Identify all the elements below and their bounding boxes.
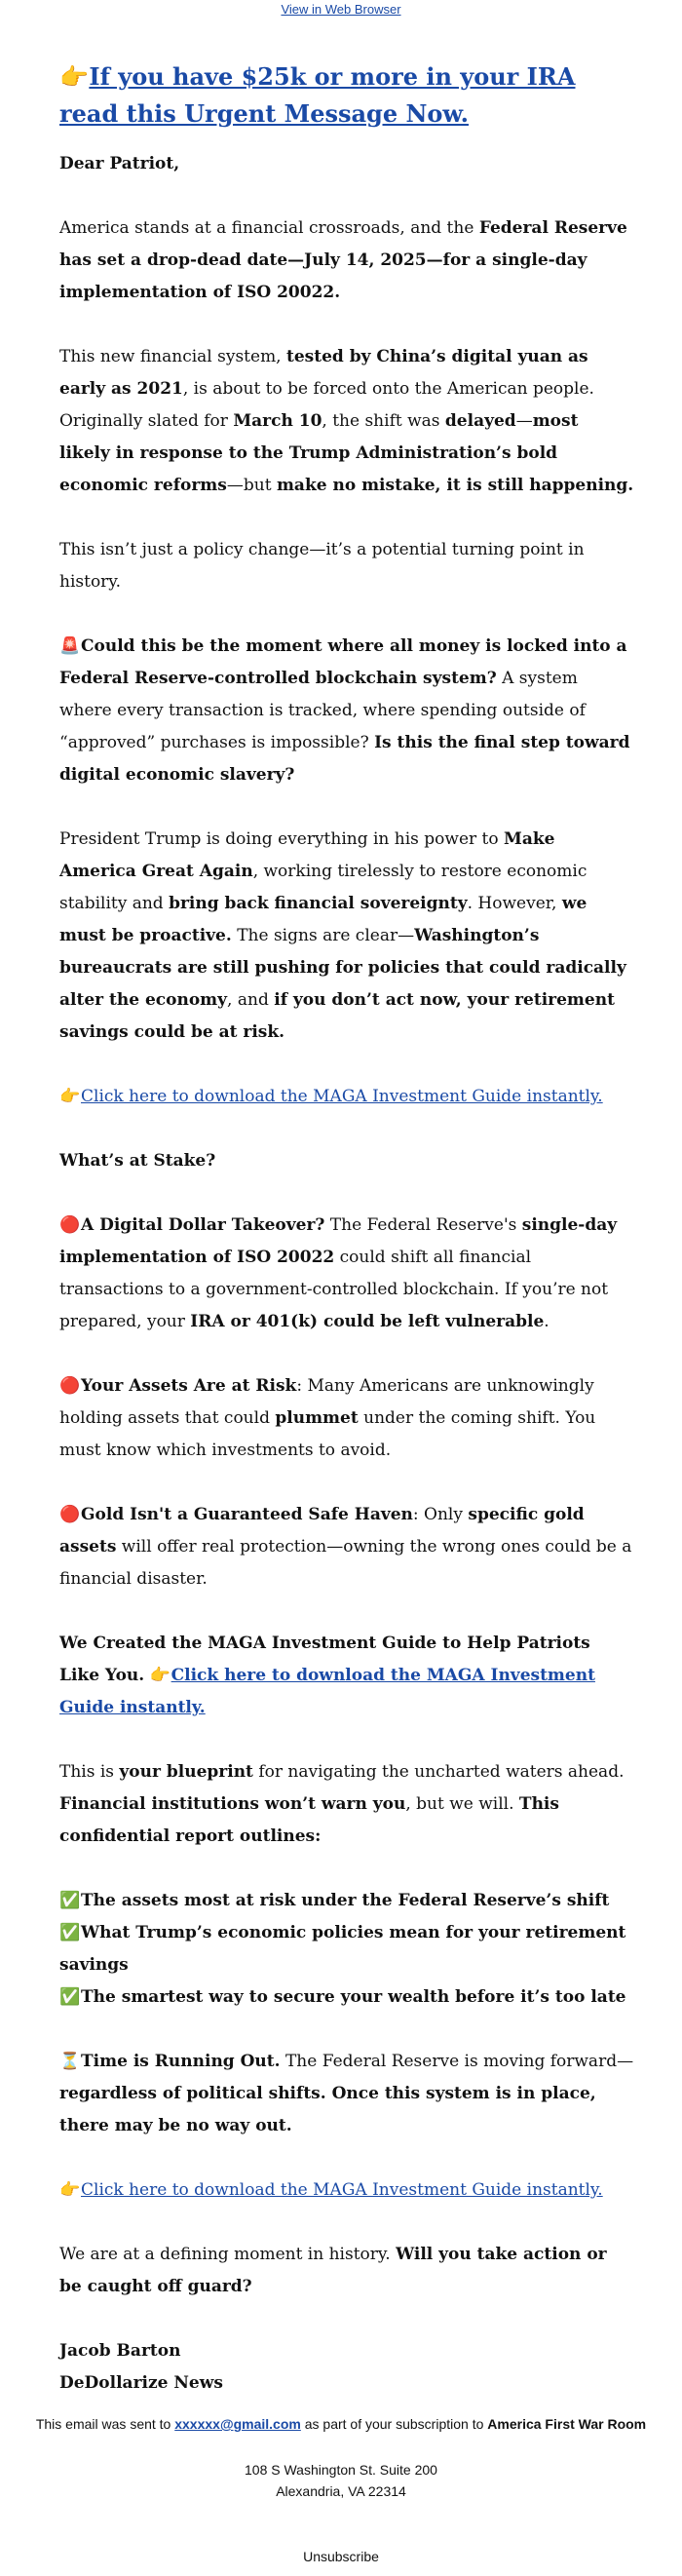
unsubscribe-link[interactable]: Unsubscribe — [303, 2549, 379, 2564]
red-circle-icon: 🔴 — [59, 1376, 81, 1396]
check-mark-icon: ✅ — [59, 1987, 81, 2007]
check-mark-icon: ✅ — [59, 1923, 81, 1942]
siren-icon: 🚨 — [59, 636, 81, 656]
email-body — [59, 58, 634, 2400]
pointing-hand-icon: 👉 — [59, 62, 89, 91]
pointing-hand-icon: 👉 — [59, 1087, 81, 1106]
download-guide-link[interactable]: Click here to download the MAGA Investment Guide instantly. — [81, 1087, 603, 1106]
headline — [59, 58, 634, 133]
stake-item-assets: 🔴Your Assets Are at Risk: Many Americans are unknowingly holding assets that could plummet under the coming shift. You must know which investments to avoid. — [59, 1370, 634, 1467]
red-circle-icon: 🔴 — [59, 1505, 81, 1524]
top-bar — [0, 0, 682, 23]
checklist-item: ✅The smartest way to secure your wealth before it’s too late — [59, 1981, 634, 2014]
cta-line-1 — [59, 1081, 634, 1113]
recipient-email-link[interactable]: xxxxxx@gmail.com — [174, 2416, 301, 2432]
pointing-hand-icon: 👉 — [149, 1666, 170, 1685]
paragraph-turning-point: This isn’t just a policy change—it’s a potential turning point in history. — [59, 540, 585, 592]
paragraph-blockchain: 🚨Could this be the moment where all money is locked into a Federal Reserve-controlled blockchain system? A system where every transaction is tracked, where spending outside of “approved” purchases is impossible? Is this the final step toward digital economic slavery? — [59, 631, 634, 791]
blueprint-paragraph: This is your blueprint for navigating the uncharted waters ahead. Financial institutions won’t warn you, but we will. This confidential report outlines: — [59, 1762, 625, 1846]
checklist-item: ✅What Trump’s economic policies mean for your retirement savings — [59, 1917, 634, 1981]
checklist-item: ✅The assets most at risk under the Federal Reserve’s shift — [59, 1885, 634, 1917]
address-line-2: Alexandria, VA 22314 — [276, 2483, 406, 2499]
paragraph-trump: President Trump is doing everything in his power to Make America Great Again, working tirelessly to restore economic stability and bring back financial sovereignty. However, we must be proactive. The signs are clear—Washington’s bureaucrats are still pushing for policies that could radically alter the economy, and if you don’t act now, your retirement savings could be at risk. — [59, 829, 626, 1042]
closing-paragraph: We are at a defining moment in history. Will you take action or be caught off guard? — [59, 2245, 607, 2296]
checklist — [59, 1885, 634, 2014]
download-guide-link[interactable]: Click here to download the MAGA Investment Guide instantly. — [81, 2180, 603, 2200]
footer-unsubscribe — [0, 2549, 682, 2564]
stake-item-gold: 🔴Gold Isn't a Guaranteed Safe Haven: Only specific gold assets will offer real protection—owning the wrong ones could be a financial disaster. — [59, 1499, 634, 1596]
greeting: Dear Patriot, — [59, 154, 180, 173]
stake-item-digital-dollar: 🔴A Digital Dollar Takeover? The Federal Reserve's single-day implementation of ISO 20022 could shift all financial transactions to a government-controlled blockchain. If you’re not prepared, your IRA or 401(k) could be left vulnerable. — [59, 1210, 634, 1338]
time-paragraph: ⏳Time is Running Out. The Federal Reserve is moving forward—regardless of political shifts. Once this system is in place, there may be no way out. — [59, 2046, 634, 2142]
footer-subscription: This email was sent to xxxxxx@gmail.com as part of your subscription to America First War Room — [35, 2416, 647, 2432]
view-in-browser-link[interactable]: View in Web Browser — [281, 2, 401, 17]
address-line-1: 108 S Washington St. Suite 200 — [245, 2462, 437, 2478]
red-circle-icon: 🔴 — [59, 1215, 81, 1235]
stake-heading: What’s at Stake? — [59, 1151, 216, 1171]
cta-line-2 — [59, 2174, 634, 2207]
download-guide-link-bold[interactable]: Click here to download the MAGA Investment Guide instantly. — [59, 1666, 595, 1717]
paragraph-system: This new financial system, tested by China’s digital yuan as early as 2021, is about to be forced onto the American people. Originally slated for March 10, the shift was delayed—most likely in response to the Trump Administration’s bold economic reforms—but make no mistake, it is still happening. — [59, 347, 634, 495]
signature-name: Jacob Barton — [59, 2341, 181, 2361]
headline-link[interactable]: If you have $25k or more in your IRA read this Urgent Message Now. — [59, 62, 576, 128]
signature-org: DeDollarize News — [59, 2373, 223, 2393]
check-mark-icon: ✅ — [59, 1891, 81, 1910]
paragraph-intro: America stands at a financial crossroads, and the Federal Reserve has set a drop-dead date—July 14, 2025—for a single-day implementation of ISO 20022. — [59, 218, 627, 302]
hourglass-icon: ⏳ — [59, 2052, 81, 2071]
footer-address — [0, 2459, 682, 2502]
guide-paragraph: We Created the MAGA Investment Guide to Help Patriots Like You. 👉Click here to download the MAGA Investment Guide instantly. — [59, 1634, 595, 1717]
pointing-hand-icon: 👉 — [59, 2180, 81, 2200]
